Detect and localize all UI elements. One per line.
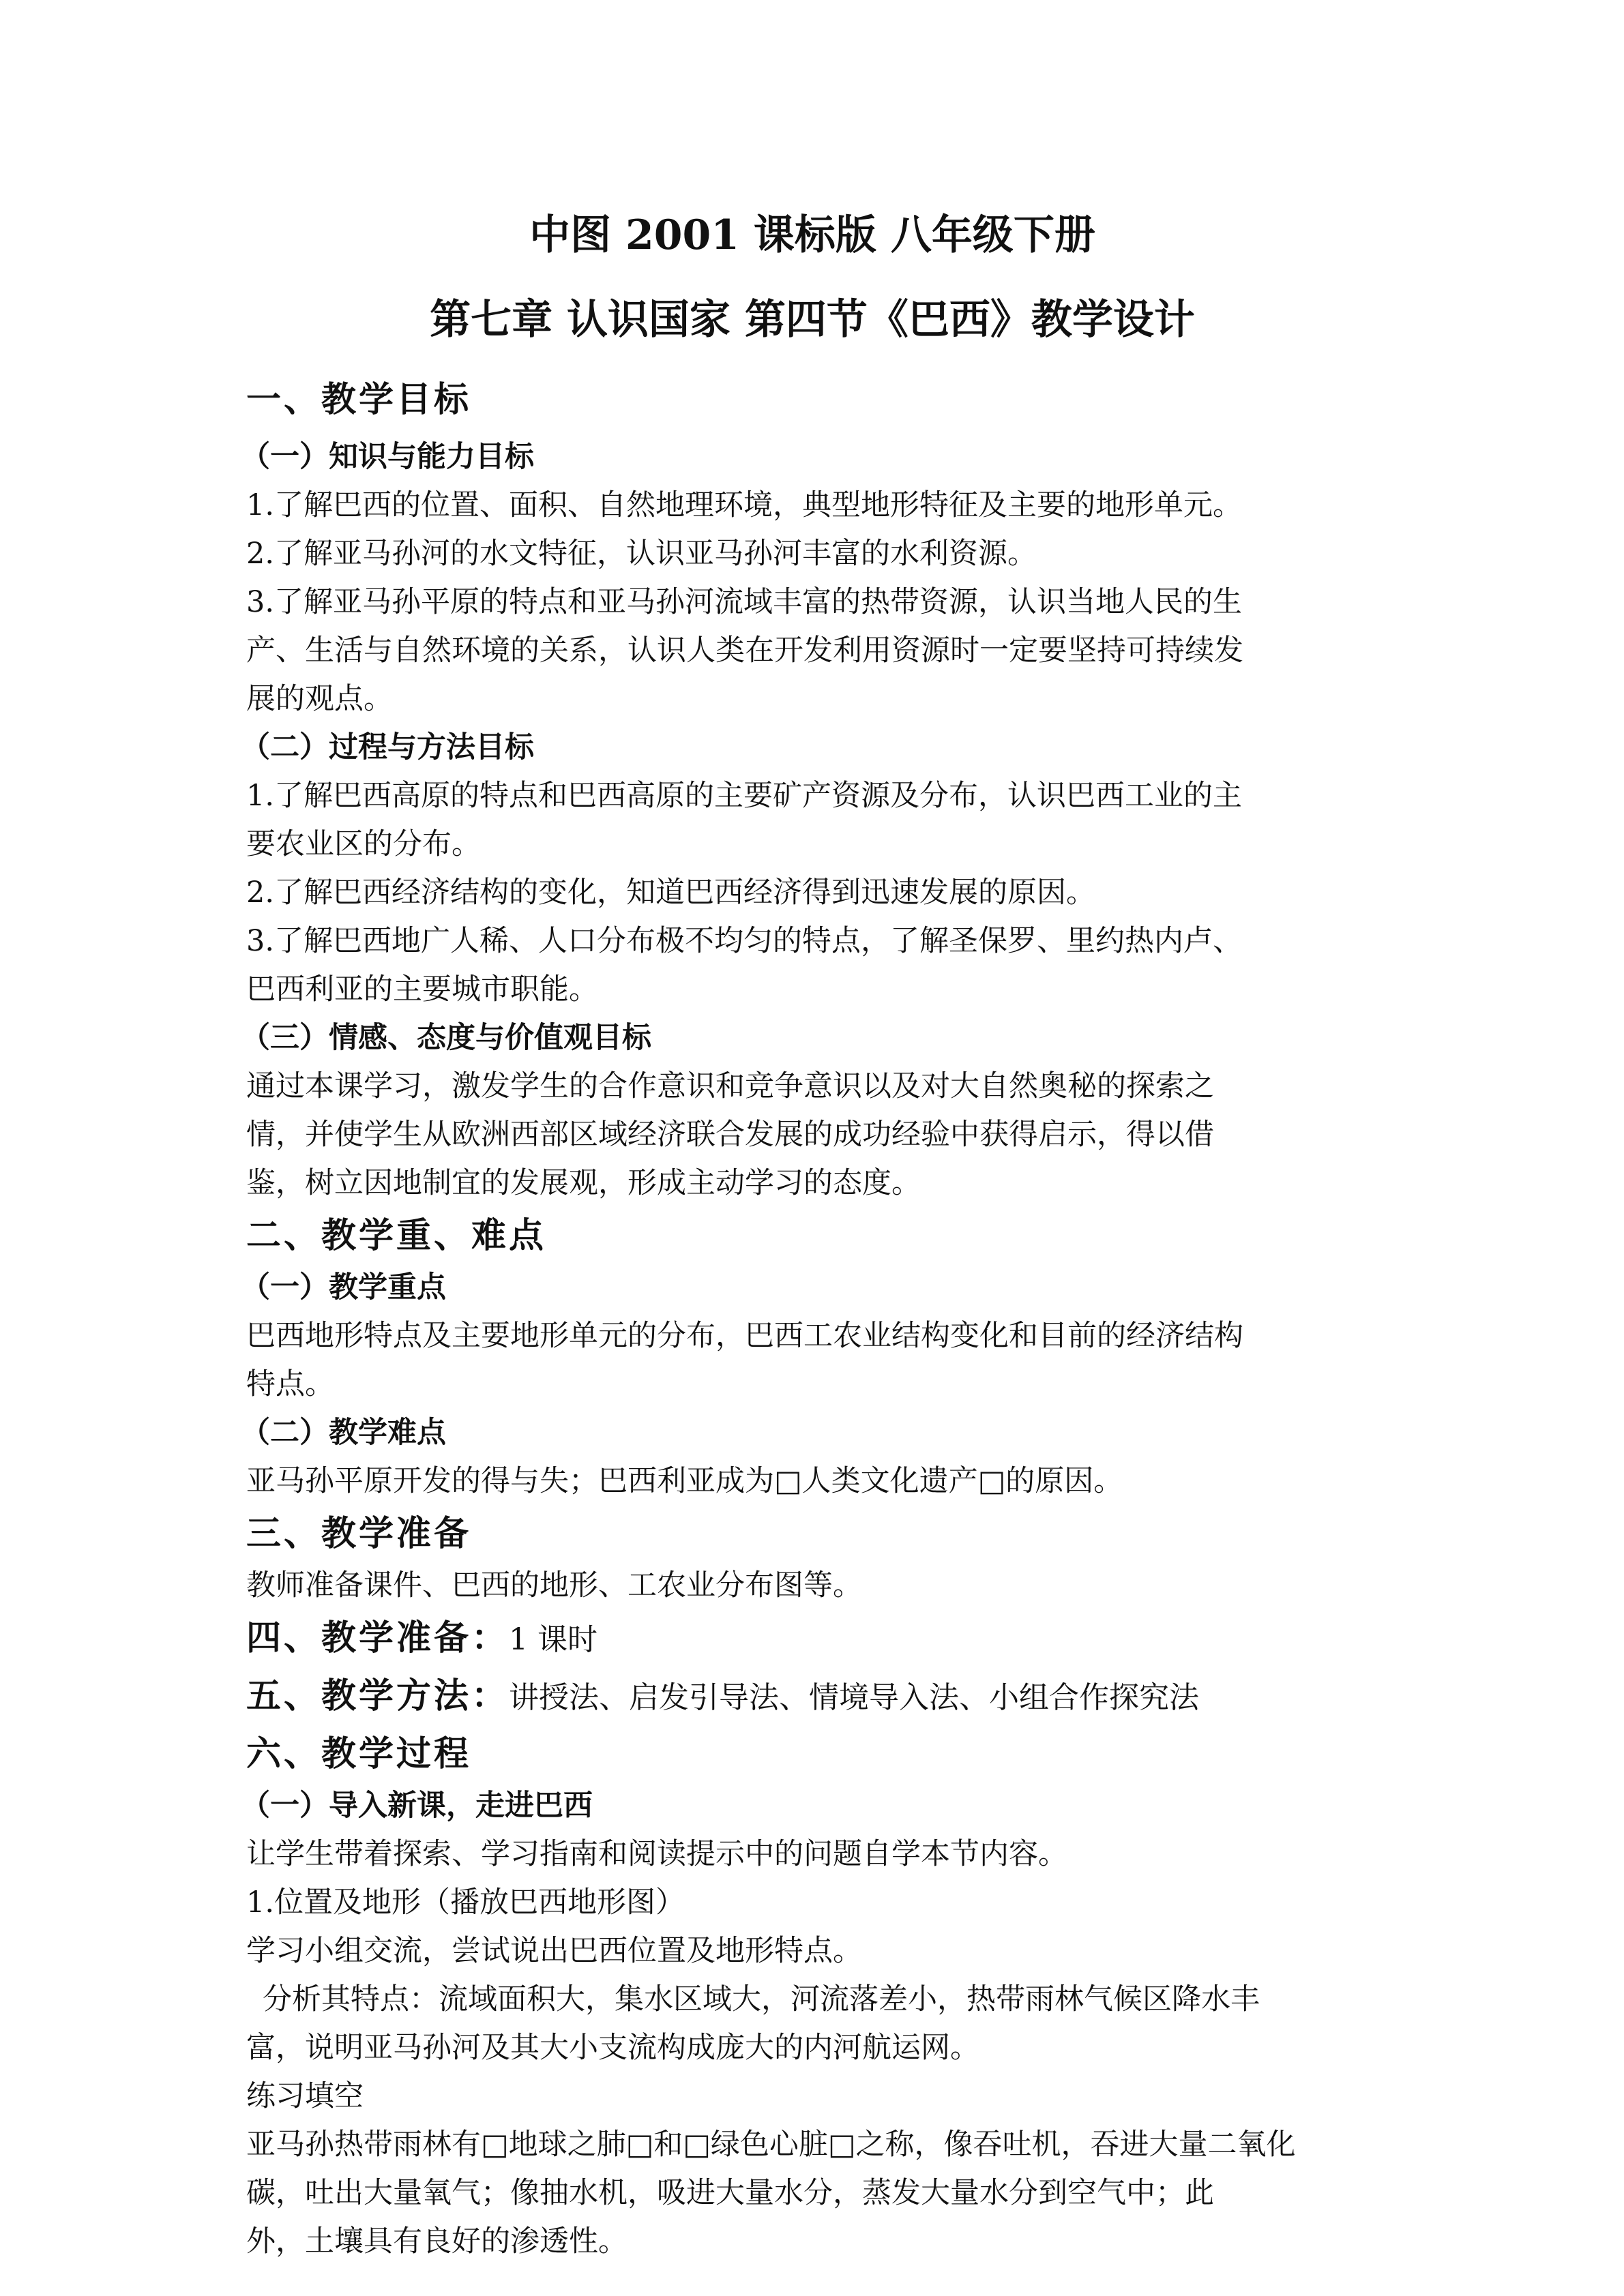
section-heading-methods [246, 1668, 1378, 1726]
text-line: 学习小组交流，尝试说出巴西位置及地形特点。 [246, 1934, 862, 1968]
subheading-knowledge: （一）知识与能力目标 [241, 440, 534, 474]
text-line: 1.了解巴西高原的特点和巴西高原的主要矿产资源及分布，认识巴西工业的主 [246, 779, 1243, 813]
text-line: 特点。 [246, 1367, 334, 1401]
text-line: 情，并使学生从欧洲西部区域经济联合发展的成功经验中获得启示，得以借 [246, 1118, 1214, 1152]
subheading-difficulties: （二）教学难点 [241, 1416, 446, 1450]
subheading-process: （二）过程与方法目标 [241, 730, 534, 764]
document-subtitle: 第七章 认识国家 第四节《巴西》教学设计 [430, 296, 1195, 344]
text-line: 分析其特点：流域面积大，集水区域大，河流落差小，热带雨林气候区降水丰 [263, 1982, 1260, 2016]
section-heading-key-points: 二、教学重、难点 [246, 1215, 547, 1256]
text-line: 亚马孙热带雨林有□地球之肺□和□绿色心脏□之称，像吞吐机，吞进大量二氧化 [246, 2128, 1296, 2162]
section-heading-process: 六、教学过程 [246, 1733, 472, 1774]
text-line: 亚马孙平原开发的得与失；巴西利亚成为□人类文化遗产□的原因。 [246, 1464, 1123, 1498]
text-line: 产、生活与自然环境的关系，认识人类在开发利用资源时一定要坚持可持续发 [246, 633, 1243, 668]
text-line: 2.了解巴西经济结构的变化，知道巴西经济得到迅速发展的原因。 [246, 876, 1096, 910]
subheading-introduction: （一）导入新课，走进巴西 [241, 1789, 593, 1823]
text-line: 2.了解亚马孙河的水文特征，认识亚马孙河丰富的水利资源。 [246, 537, 1037, 571]
section-heading-objectives: 一、教学目标 [246, 379, 472, 420]
section-heading-preparation: 三、教学准备 [246, 1513, 472, 1554]
text-line: 鉴，树立因地制宜的发展观，形成主动学习的态度。 [246, 1166, 921, 1200]
text-line: 富，说明亚马孙河及其大小支流构成庞大的内河航运网。 [246, 2031, 979, 2065]
subheading-attitude: （三）情感、态度与价值观目标 [241, 1021, 651, 1055]
text-line: 巴西地形特点及主要地形单元的分布，巴西工农业结构变化和目前的经济结构 [246, 1319, 1243, 1353]
section-heading-value: 讲授法、启发引导法、情境导入法、小组合作探究法 [509, 1680, 1200, 1715]
text-line: 3.了解亚马孙平原的特点和亚马孙河流域丰富的热带资源，认识当地人民的生 [246, 585, 1243, 619]
text-line: 让学生带着探索、学习指南和阅读提示中的问题自学本节内容。 [246, 1837, 1067, 1871]
text-line: 巴西利亚的主要城市职能。 [246, 972, 598, 1007]
text-line: 外，土壤具有良好的渗透性。 [246, 2224, 628, 2258]
text-line: 3.了解巴西地广人稀、人口分布极不均匀的特点，了解圣保罗、里约热内卢、 [246, 924, 1243, 958]
document-page [241, 208, 1378, 2266]
text-line: 要农业区的分布。 [246, 827, 481, 861]
text-line: 展的观点。 [246, 682, 393, 716]
text-line: 碳，吐出大量氧气；像抽水机，吸进大量水分，蒸发大量水分到空气中；此 [246, 2176, 1214, 2210]
text-line: 通过本课学习，激发学生的合作意识和竞争意识以及对大自然奥秘的探索之 [246, 1069, 1214, 1103]
section-heading-label: 四、教学准备： [246, 1617, 510, 1658]
text-line: 1.位置及地形（播放巴西地形图） [246, 1885, 685, 1920]
subheading-key-points: （一）教学重点 [241, 1270, 446, 1304]
section-heading-label: 五、教学方法： [246, 1675, 510, 1716]
document-title: 中图 2001 课标版 八年级下册 [529, 211, 1095, 259]
text-line: 1.了解巴西的位置、面积、自然地理环境，典型地形特征及主要的地形单元。 [246, 488, 1243, 522]
section-heading-value: 1 课时 [509, 1622, 597, 1657]
text-line: 教师准备课件、巴西的地形、工农业分布图等。 [246, 1568, 862, 1602]
section-heading-class-hours [246, 1610, 1378, 1668]
text-line: 练习填空 [246, 2079, 364, 2113]
